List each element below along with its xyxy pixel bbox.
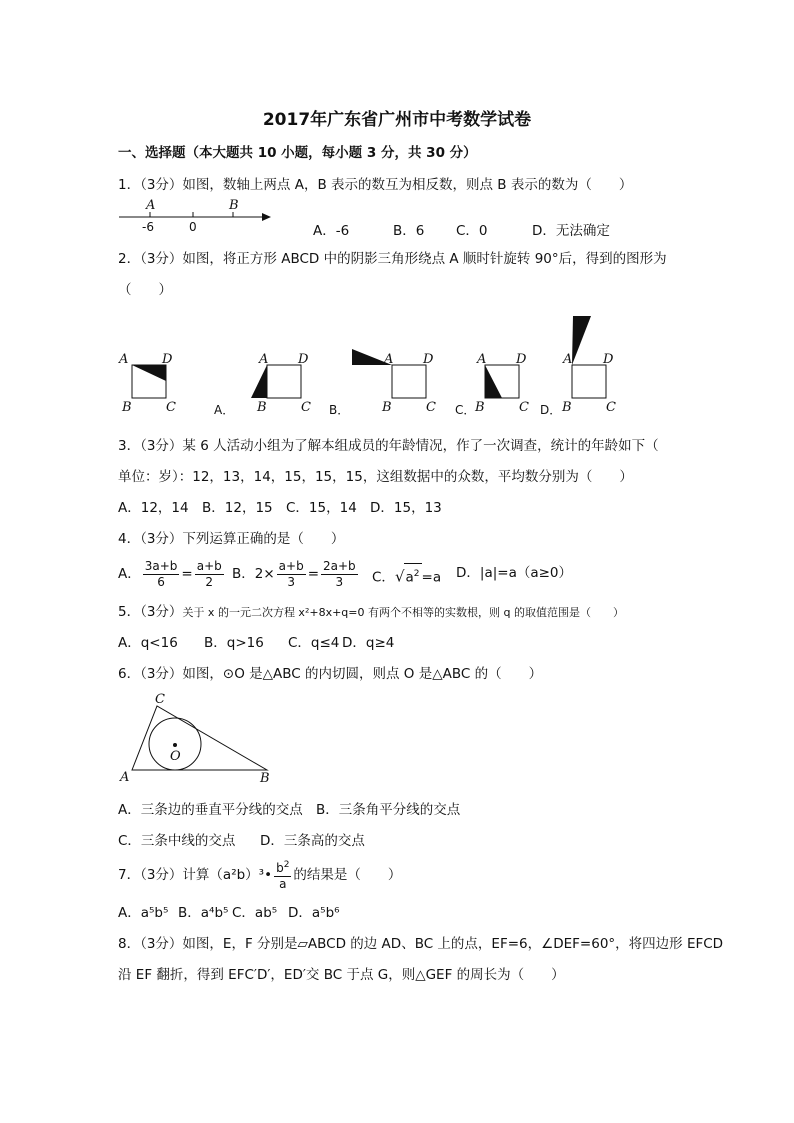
- question-2-stem-cont: （ ）: [118, 282, 172, 298]
- q4-option-d: D．|a|=a（a≥0）: [456, 565, 573, 581]
- number-line-arrow: [262, 213, 271, 221]
- svg-text:C: C: [606, 400, 616, 415]
- svg-text:C: C: [166, 400, 176, 415]
- svg-text:A．: A．: [214, 403, 235, 417]
- fraction: $\frac{b^2}{a}$: [276, 860, 290, 891]
- question-3-stem: 3．（3分）某 6 人活动小组为了解本组成员的年龄情况，作了一次调查，统计的年龄如下（: [118, 438, 659, 454]
- rotation-figures: [110, 308, 630, 418]
- q7-option-c: C．ab⁵: [232, 905, 278, 921]
- svg-text:A: A: [120, 770, 130, 785]
- fraction: $\frac{3a+b}{6}$: [144, 558, 178, 589]
- question-1-stem: 1．（3分）如图，数轴上两点 A，B 表示的数互为相反数，则点 B 表示的数为（ ）: [118, 177, 633, 193]
- option-b-square: [329, 349, 436, 417]
- q3-option-c: C．15，14: [286, 500, 357, 516]
- sqrt-sign-icon: √: [394, 567, 405, 586]
- question-7-stem: 7．（3分）计算（a²b）³• $\frac{b^2}{a}$ 的结果是（ ）: [118, 860, 402, 891]
- svg-text:D: D: [162, 352, 173, 367]
- q7-option-a: A．a⁵b⁵: [118, 905, 169, 921]
- svg-text:D: D: [423, 352, 434, 367]
- tick-label-zero: 0: [189, 220, 197, 234]
- svg-text:D．: D．: [540, 403, 562, 417]
- svg-text:C．: C．: [455, 403, 476, 417]
- svg-text:B: B: [562, 400, 572, 415]
- q7-option-b: B．a⁴b⁵: [178, 905, 229, 921]
- question-6-stem: 6．（3分）如图，⊙O 是△ABC 的内切圆，则点 O 是△ABC 的（ ）: [118, 666, 543, 682]
- svg-text:D: D: [298, 352, 309, 367]
- option-c-square: [455, 352, 529, 417]
- shaded-triangle: [485, 365, 502, 398]
- q5-option-c: C．q≤4: [288, 635, 340, 651]
- q1-option-b: B．6: [393, 223, 425, 239]
- svg-text:A: A: [259, 352, 269, 367]
- question-8-stem-cont: 沿 EF 翻折，得到 EFC′D′，ED′交 BC 于点 G，则△GEF 的周长为（ ）: [118, 967, 565, 983]
- svg-text:A: A: [384, 352, 394, 367]
- q1-option-a: A．-6: [313, 223, 350, 239]
- svg-text:B: B: [257, 400, 267, 415]
- question-4-stem: 4．（3分）下列运算正确的是（ ）: [118, 531, 345, 547]
- fraction: $\frac{2a+b}{3}$: [323, 558, 356, 589]
- incircle-figure: [112, 688, 282, 788]
- svg-text:C: C: [301, 400, 311, 415]
- q4-option-a: A． $\frac{3a+b}{6}$ = $\frac{a+b}{2}$: [118, 558, 222, 589]
- original-square: [118, 352, 176, 415]
- svg-text:D: D: [603, 352, 614, 367]
- q5-option-d: D．q≥4: [342, 635, 395, 651]
- fraction: $\frac{a+b}{2}$: [196, 558, 222, 589]
- question-3-stem-cont: 单位：岁）：12，13，14，15，15，15，这组数据中的众数，平均数分别为（ ）: [118, 469, 633, 485]
- center-point-o: [173, 743, 177, 747]
- svg-text:B．: B．: [329, 403, 350, 417]
- option-a-square: [214, 352, 311, 417]
- q6-option-a: A．三条边的垂直平分线的交点: [118, 802, 303, 818]
- question-2-stem: 2．（3分）如图，将正方形 ABCD 中的阴影三角形绕点 A 顺时针旋转 90°后，得到的图形为: [118, 251, 667, 267]
- shaded-triangle: [251, 365, 267, 398]
- svg-text:A: A: [477, 352, 487, 367]
- shaded-triangle: [572, 316, 591, 365]
- svg-text:C: C: [519, 400, 529, 415]
- question-5-stem: 5．（3分）关于 x 的一元二次方程 x²+8x+q=0 有两个不相等的实数根，则 q 的取值范围是（ ）: [118, 604, 624, 620]
- question-8-stem: 8．（3分）如图，E，F 分别是▱ABCD 的边 AD、BC 上的点，EF=6，∠DEF=60°，将四边形 EFCD: [118, 936, 724, 952]
- q4-option-c: C．$√a^2 =a$: [372, 563, 441, 588]
- svg-text:O: O: [170, 749, 181, 764]
- q6-option-b: B．三条角平分线的交点: [316, 802, 461, 818]
- point-label-a: A: [146, 198, 156, 213]
- point-label-b: B: [229, 198, 239, 213]
- q6-option-d: D．三条高的交点: [260, 833, 365, 849]
- q3-option-b: B．12，15: [202, 500, 273, 516]
- svg-text:B: B: [260, 771, 270, 786]
- q5-option-b: B．q>16: [204, 635, 264, 651]
- number-line-figure: [115, 197, 275, 237]
- fraction: $\frac{a+b}{3}$: [278, 558, 304, 589]
- q5-option-a: A．q<16: [118, 635, 178, 651]
- svg-text:A: A: [563, 352, 573, 367]
- svg-text:D: D: [516, 352, 527, 367]
- svg-text:B: B: [382, 400, 392, 415]
- svg-text:B: B: [122, 400, 132, 415]
- svg-text:C: C: [426, 400, 436, 415]
- shaded-triangle: [132, 365, 166, 381]
- q4-option-b: B．2× $\frac{a+b}{3}$ = $\frac{2a+b}{3}$: [232, 558, 356, 589]
- tick-label-neg6: -6: [142, 220, 154, 234]
- q6-option-c: C．三条中线的交点: [118, 833, 236, 849]
- q3-option-d: D．15，13: [370, 500, 442, 516]
- svg-text:A: A: [119, 352, 129, 367]
- option-d-square: [540, 316, 616, 417]
- q3-option-a: A．12，14: [118, 500, 189, 516]
- q1-option-d: D．无法确定: [532, 223, 610, 239]
- svg-text:C: C: [155, 692, 165, 707]
- section-heading: 一、选择题（本大题共 10 小题，每小题 3 分，共 30 分）: [118, 145, 477, 161]
- q7-option-d: D．a⁵b⁶: [288, 905, 340, 921]
- q1-option-c: C．0: [456, 223, 488, 239]
- svg-text:B: B: [475, 400, 485, 415]
- triangle-abc: [132, 706, 267, 770]
- page-title: 2017年广东省广州市中考数学试卷: [262, 110, 532, 130]
